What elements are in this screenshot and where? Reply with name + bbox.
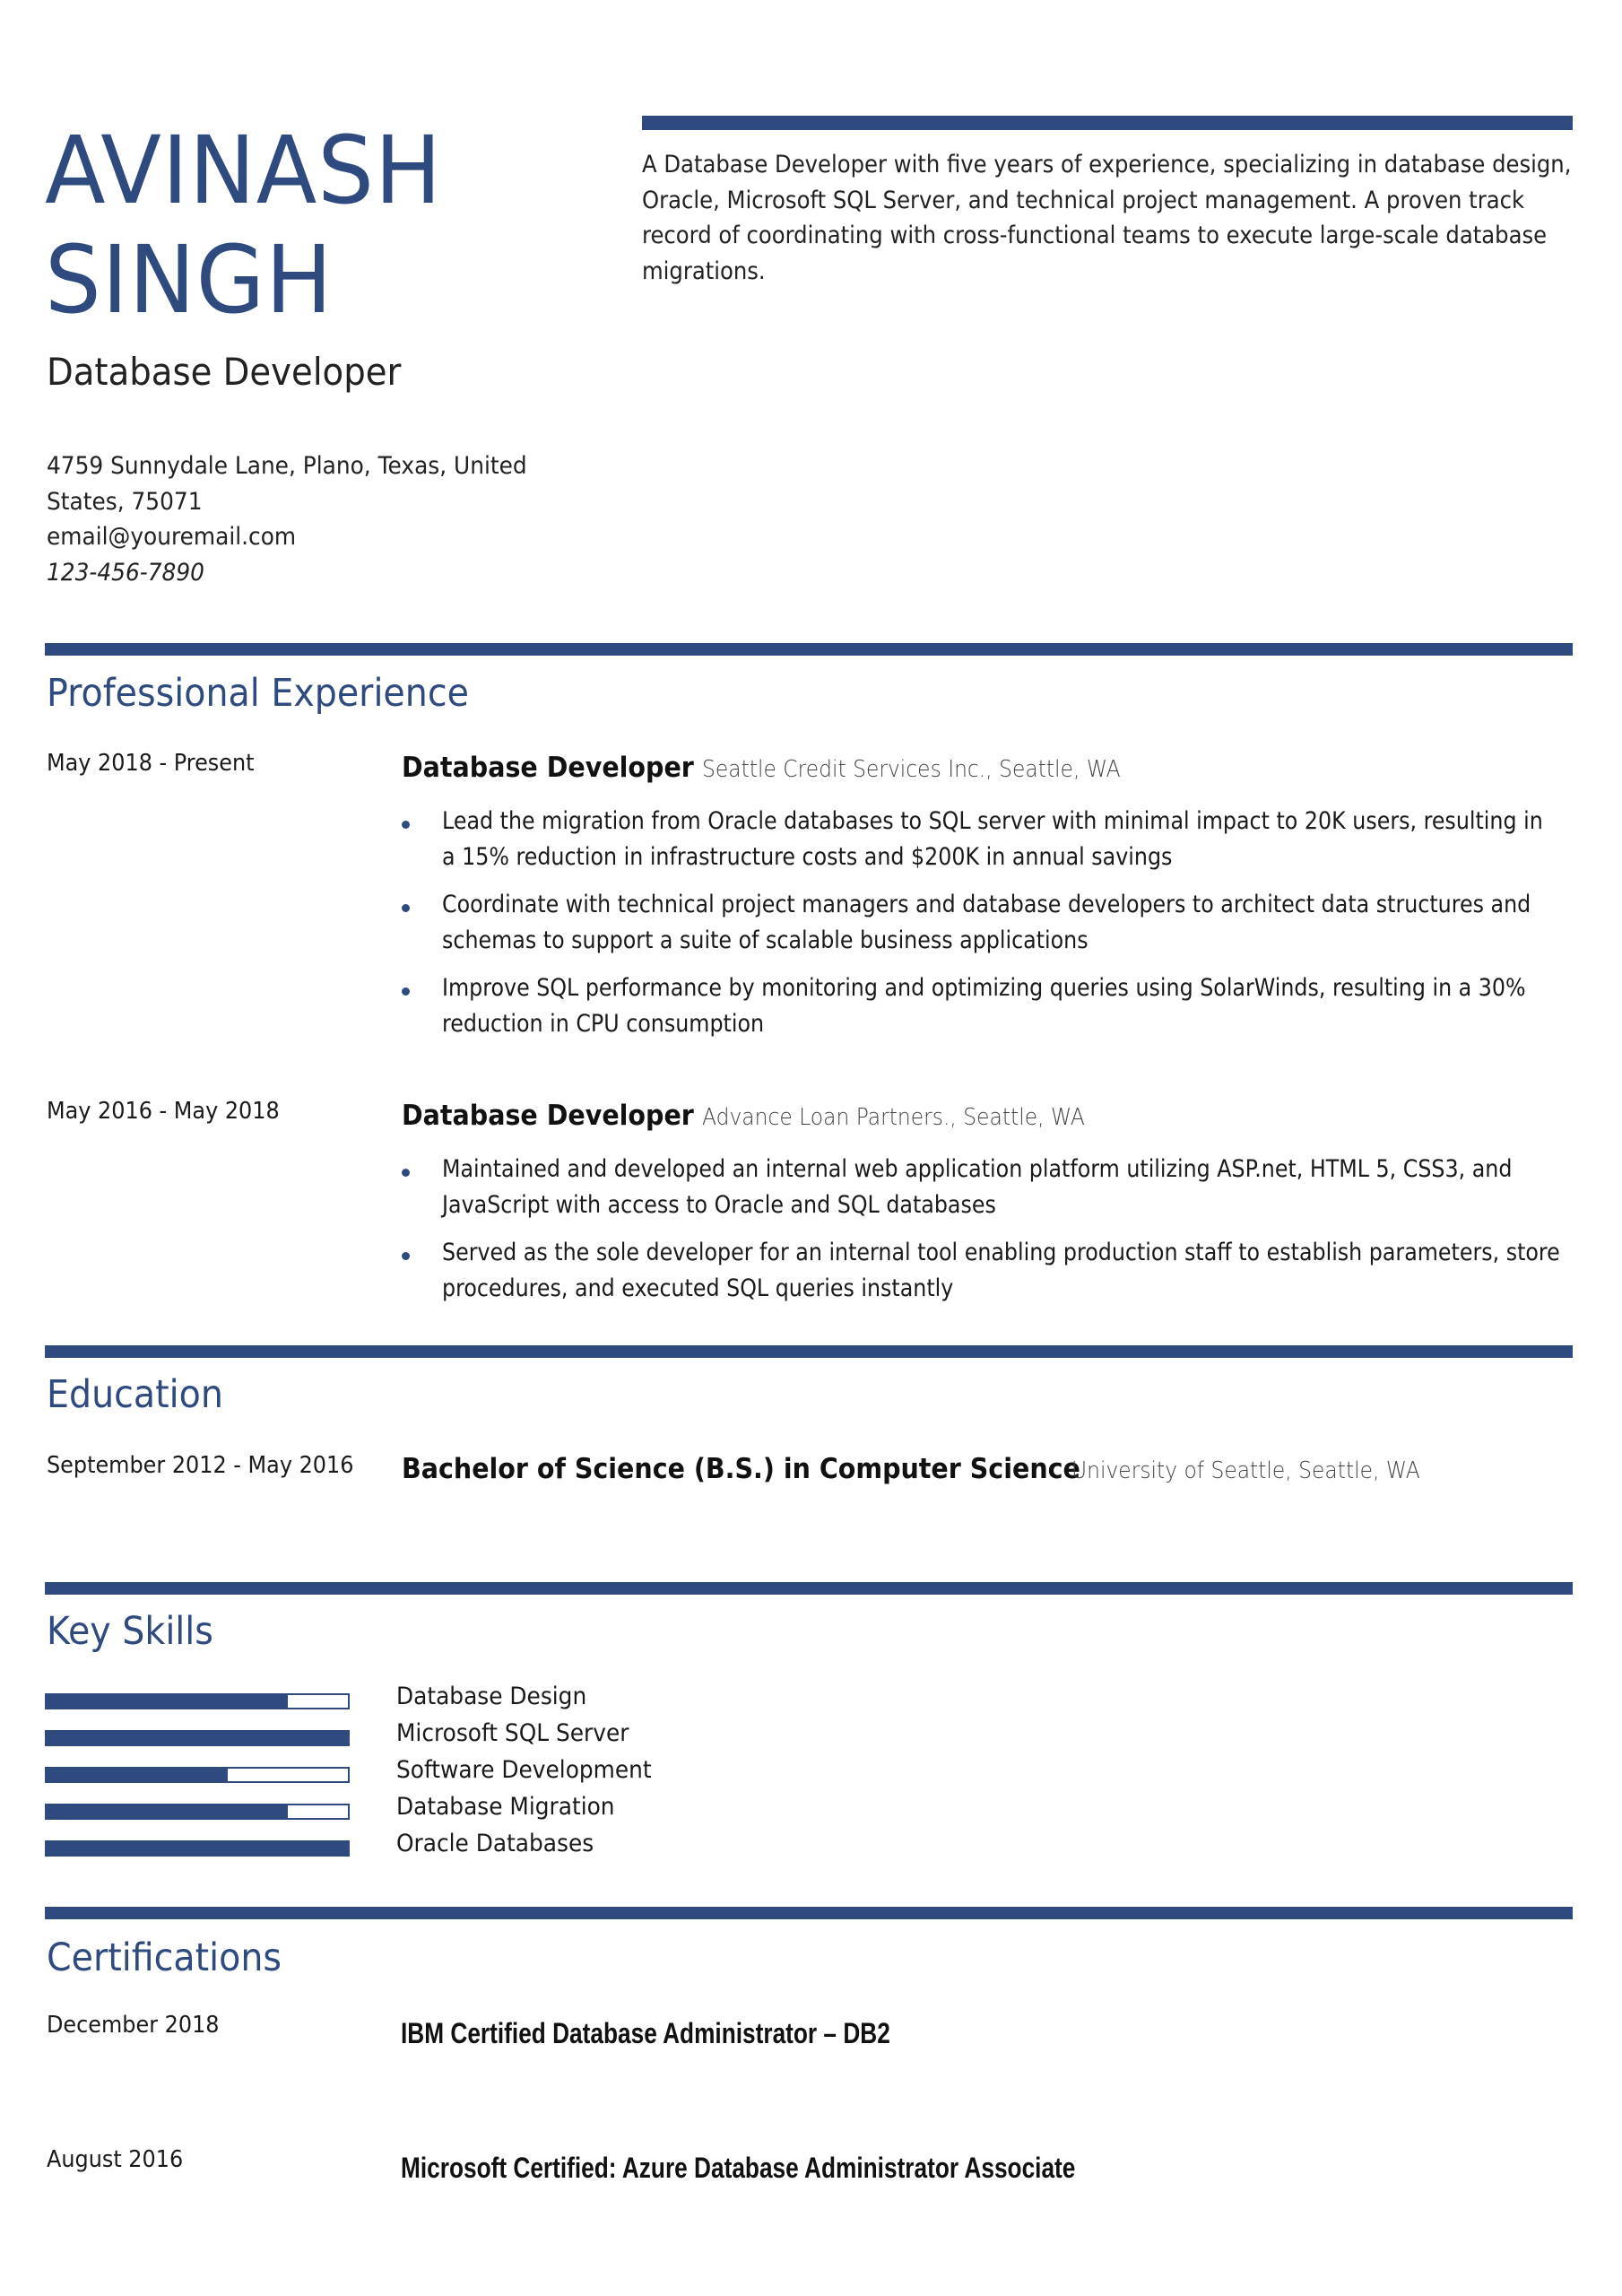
- job-organization: Seattle Credit Services Inc., Seattle, WA: [702, 756, 1121, 783]
- job-header: [402, 1100, 1085, 1132]
- skill-level-bar: [45, 1767, 350, 1783]
- email[interactable]: email@youremail.com: [47, 523, 297, 551]
- certifications-divider: [45, 1907, 1573, 1919]
- skill-level-bar: [45, 1804, 350, 1820]
- summary: [642, 147, 1574, 289]
- skill-label: Oracle Databases: [396, 1830, 594, 1857]
- list-item: Maintained and developed an internal web application platform utilizing ASP.net, HTML 5, CSS3, and JavaScript with access to Oracle and SQL databases: [402, 1152, 1576, 1223]
- skill-level-bar: [45, 1730, 350, 1746]
- skill-label: Database Migration: [396, 1793, 615, 1821]
- education-dates: September 2012 - May 2016: [47, 1452, 354, 1479]
- bullet-icon: [402, 987, 410, 996]
- skill-level-fill: [47, 1732, 348, 1744]
- job-title: Database Developer: [402, 1100, 694, 1132]
- certification-title: Microsoft Certified: Azure Database Administrator Associate: [401, 2152, 1076, 2184]
- job-title: Database Developer: [402, 752, 694, 784]
- job-bullets: [402, 804, 1576, 1054]
- skill-level-fill: [47, 1805, 288, 1818]
- skills-heading: Key Skills: [47, 1609, 213, 1654]
- summary-divider: [642, 116, 1573, 130]
- summary-line: A Database Developer with five years of experience, specializing in database design,: [642, 151, 1572, 178]
- skill-level-fill: [47, 1769, 228, 1781]
- job-header: [402, 752, 1121, 784]
- summary-line: Oracle, Microsoft SQL Server, and technical project management. A proven track: [642, 186, 1525, 214]
- certification-title: IBM Certified Database Administrator – DB2: [401, 2017, 890, 2049]
- certification-date: August 2016: [47, 2146, 184, 2173]
- experience-heading: Professional Experience: [47, 671, 469, 716]
- name-first: AVINASH: [45, 116, 443, 225]
- certifications-heading: Certifications: [47, 1935, 282, 1980]
- skill-label: Database Design: [396, 1683, 587, 1710]
- summary-line: migrations.: [642, 257, 766, 285]
- job-title: Database Developer: [47, 350, 402, 394]
- education-divider: [45, 1345, 1573, 1358]
- education-heading: Education: [47, 1372, 223, 1417]
- contact-block: [47, 448, 568, 590]
- education-header: [402, 1453, 1420, 1485]
- skill-level-fill: [47, 1695, 288, 1708]
- address-line-1: 4759 Sunnydale Lane, Plano, Texas, United: [47, 452, 527, 480]
- skills-divider: [45, 1582, 1573, 1595]
- skill-label: Software Development: [396, 1756, 652, 1784]
- bullet-icon: [402, 1169, 410, 1177]
- job-dates: May 2018 - Present: [47, 750, 255, 777]
- bullet-icon: [402, 821, 410, 829]
- list-item: Lead the migration from Oracle databases to SQL server with minimal impact to 20K users, resulting in a 15% reduction in infrastructure costs and $200K in annual savings: [402, 804, 1576, 875]
- job-organization: Advance Loan Partners., Seattle, WA: [702, 1104, 1085, 1131]
- list-item: Served as the sole developer for an internal tool enabling production staff to establish parameters, store procedures, and executed SQL queries instantly: [402, 1235, 1576, 1307]
- list-item: Coordinate with technical project managers and database developers to architect data structures and schemas to support a suite of scalable business applications: [402, 887, 1576, 959]
- skill-level-bar: [45, 1693, 350, 1709]
- summary-line: record of coordinating with cross-functional teams to execute large-scale database: [642, 222, 1548, 249]
- certification-date: December 2018: [47, 2012, 220, 2039]
- skill-level-fill: [47, 1842, 348, 1855]
- degree: Bachelor of Science (B.S.) in Computer Science: [402, 1453, 1080, 1485]
- institution: University of Seattle, Seattle, WA: [1071, 1457, 1420, 1484]
- skill-label: Microsoft SQL Server: [396, 1719, 629, 1747]
- experience-divider: [45, 643, 1573, 656]
- skill-level-bar: [45, 1840, 350, 1857]
- job-dates: May 2016 - May 2018: [47, 1098, 280, 1125]
- job-bullets: [402, 1152, 1576, 1318]
- name-last: SINGH: [45, 225, 334, 335]
- bullet-icon: [402, 904, 410, 912]
- list-item: Improve SQL performance by monitoring and optimizing queries using SolarWinds, resulting in a 30% reduction in CPU consumption: [402, 970, 1576, 1042]
- phone[interactable]: 123-456-7890: [47, 558, 204, 587]
- address-line-2: States, 75071: [47, 487, 203, 516]
- bullet-icon: [402, 1252, 410, 1260]
